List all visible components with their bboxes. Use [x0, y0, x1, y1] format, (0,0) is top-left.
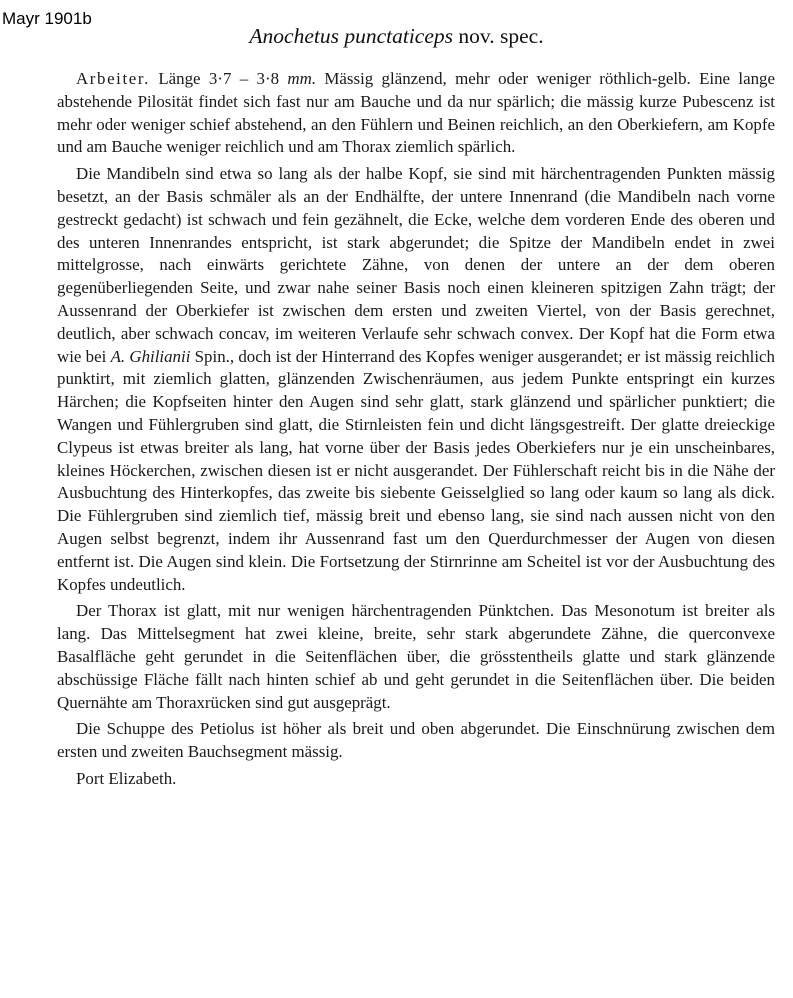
locality: Port Elizabeth. — [76, 768, 177, 788]
source-tag: Mayr 1901b — [2, 9, 92, 28]
title-species-name: Anochetus punctaticeps — [249, 24, 454, 48]
caste-label: Arbeiter. — [76, 69, 150, 88]
paragraph-thorax-description: Der Thorax ist glatt, mit nur wenigen härchentragenden Pünktchen. Das Mesonotum ist breiter als lang. Das Mittelsegment hat zwei kleine, breite, sehr stark abgerundete Zähne, die querconvexe Basalfläche geht gerundet in die Seitenflächen über, die grösstentheils glatte und stark glänzende abschüssige Fläche fällt nach hinten schief ab und geht gerundet in die Seitenflächen über. Die beiden Quernähte am Thoraxrücken sind gut ausgeprägt. — [57, 601, 775, 712]
title-suffix: nov. spec. — [453, 24, 544, 48]
page-title — [0, 24, 793, 49]
paragraph-petiolus-description: Die Schuppe des Petiolus ist höher als breit und oben abgerundet. Die Einschnürung zwischen dem ersten und zweiten Bauchsegment mässig. — [57, 719, 775, 762]
unit-label: mm. — [287, 69, 317, 88]
species-reference: A. Ghilianii — [110, 346, 191, 366]
paragraph-worker-description: Arbeiter. Länge 3·7 – 3·8 mm. Mässig glänzend, mehr oder weniger röthlich-gelb. Eine lange abstehende Pilosität findet sich fast nur am Bauche und da nur spärlich; die mässig kurze Pubescenz ist mehr oder weniger schief abstehend, an den Fühlern und Beinen reichlich, an den Oberkiefern, am Kopfe und am Bauche weniger reichlich und am Thorax ziemlich spärlich. — [57, 69, 775, 157]
paragraph-head-description: Die Mandibeln sind etwa so lang als der halbe Kopf, sie sind mit härchentragenden Punkten mässig besetzt, an der Basis schmäler als an der Endhälfte, der untere Innenrand (die Mandibeln nach vorne gestreckt gedacht) ist schwach und fein gezähnelt, die Ecke, welche dem vorderen Ende des oberen und des unteren Innenrandes entspricht, ist stark abgerundet; die Spitze der Mandibeln endet in zwei mittelgrosse, nach einwärts gerichtete Zähne, von denen der untere an der dem oberen gegenüberliegenden Seite, und zwar nahe seiner Basis noch einen kleineren spitzigen Zahn trägt; der Aussenrand der Oberkiefer ist zwischen dem ersten und zweiten Viertel, von der Basis gerechnet, deutlich, aber schwach concav, im weiteren Verlaufe sehr schwach convex. Der Kopf hat die Form etwa wie bei A. Ghilianii Spin., doch ist der Hinterrand des Kopfes weniger ausgerandet; er ist mässig reichlich punktirt, mit ziemlich glatten, glänzenden Zwischenräumen, aus jedem Punkte entspringt ein kurzes Härchen; die Kopfseiten hinter den Augen sind sehr glatt, stark glänzend und spärlicher punktiert; die Wangen und Fühlergruben sind glatt, die Stirnleisten fein und dicht längsgestreift. Der glatte dreieckige Clypeus ist etwas breiter als lang, hat vorne über der Basis jedes Oberkiefers nur je ein unscheinbares, kleines Höckerchen, zwischen diesen ist er nicht ausgerandet. Der Fühlerschaft reicht bis in die Nähe der Ausbuchtung des Hinterkopfes, das zweite bis siebente Geisselglied so lang oder kaum so lang als dick. Die Fühlergruben sind ziemlich tief, mässig breit und ebenso lang, sie sind nach aussen nicht von den Augen selbst begrenzt, indem ihr Aussenrand fast um den Querdurchmesser der Augen von diesen entfernt ist. Die Augen sind klein. Die Fortsetzung der Stirnrinne am Scheitel ist vor der Ausbuchtung des Kopfes undeutlich. — [57, 164, 775, 594]
description-body — [57, 68, 775, 791]
